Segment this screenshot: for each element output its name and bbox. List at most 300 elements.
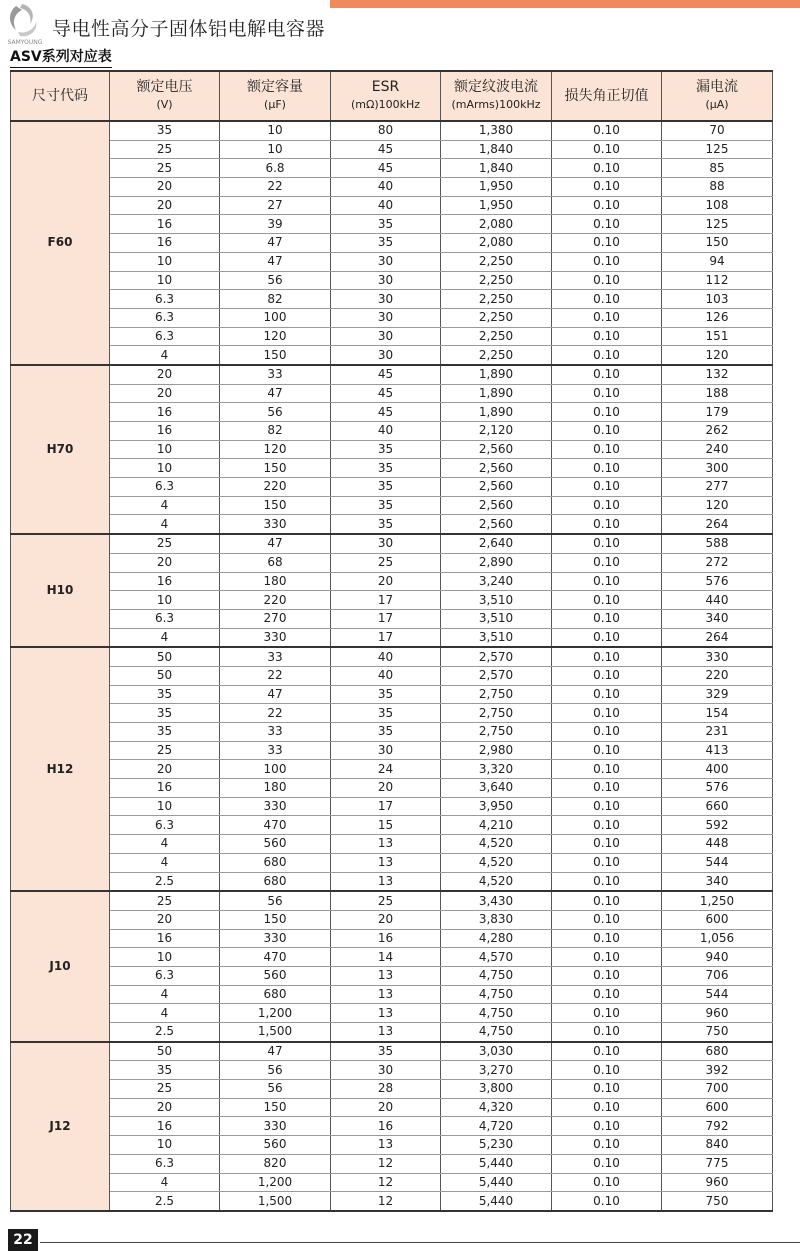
table-row [11, 422, 773, 441]
ripple-current-cell: 4,750 [441, 985, 552, 1004]
size-code-cell: H70 [11, 365, 110, 534]
table-row [11, 496, 773, 515]
rated-capacitance-cell: 120 [220, 440, 331, 459]
col-header-label: 漏电流 [696, 79, 738, 95]
esr-cell: 13 [331, 835, 441, 854]
dissipation-factor-cell: 0.10 [552, 159, 662, 178]
dissipation-factor-cell: 0.10 [552, 121, 662, 140]
rated-capacitance-cell: 150 [220, 910, 331, 929]
ripple-current-cell: 1,950 [441, 178, 552, 197]
rated-voltage-cell: 50 [110, 1042, 220, 1061]
ripple-current-cell: 2,250 [441, 252, 552, 271]
rated-capacitance-cell: 68 [220, 553, 331, 572]
ripple-current-cell: 2,250 [441, 290, 552, 309]
rated-voltage-cell: 20 [110, 178, 220, 197]
col-header-unit: (mΩ)100kHz [350, 98, 421, 111]
esr-cell: 40 [331, 178, 441, 197]
rated-voltage-cell: 6.3 [110, 609, 220, 628]
esr-cell: 13 [331, 985, 441, 1004]
rated-voltage-cell: 10 [110, 797, 220, 816]
size-code-cell: J12 [11, 1042, 110, 1211]
rated-capacitance-cell: 180 [220, 779, 331, 798]
rated-voltage-cell: 6.3 [110, 290, 220, 309]
esr-cell: 30 [331, 534, 441, 553]
col-header-rated-capacitance [220, 71, 331, 121]
table-row [11, 704, 773, 723]
table-row [11, 779, 773, 798]
ripple-current-cell: 4,210 [441, 816, 552, 835]
ripple-current-cell: 2,250 [441, 346, 552, 365]
table-row [11, 290, 773, 309]
leakage-current-cell: 151 [662, 327, 773, 346]
leakage-current-cell: 576 [662, 572, 773, 591]
rated-capacitance-cell: 1,500 [220, 1023, 331, 1042]
ripple-current-cell: 3,510 [441, 609, 552, 628]
table-row [11, 1042, 773, 1061]
leakage-current-cell: 750 [662, 1023, 773, 1042]
rated-voltage-cell: 20 [110, 1098, 220, 1117]
table-row [11, 346, 773, 365]
ripple-current-cell: 4,570 [441, 948, 552, 967]
esr-cell: 17 [331, 628, 441, 647]
leakage-current-cell: 600 [662, 910, 773, 929]
ripple-current-cell: 2,560 [441, 478, 552, 497]
table-row [11, 553, 773, 572]
table-row [11, 1117, 773, 1136]
table-row [11, 741, 773, 760]
ripple-current-cell: 3,800 [441, 1080, 552, 1099]
ripple-current-cell: 2,250 [441, 327, 552, 346]
rated-capacitance-cell: 10 [220, 140, 331, 159]
leakage-current-cell: 840 [662, 1136, 773, 1155]
dissipation-factor-cell: 0.10 [552, 966, 662, 985]
size-code-cell: F60 [11, 121, 110, 365]
ripple-current-cell: 2,560 [441, 459, 552, 478]
rated-voltage-cell: 50 [110, 666, 220, 685]
leakage-current-cell: 85 [662, 159, 773, 178]
dissipation-factor-cell: 0.10 [552, 1061, 662, 1080]
esr-cell: 45 [331, 384, 441, 403]
esr-cell: 35 [331, 496, 441, 515]
dissipation-factor-cell: 0.10 [552, 723, 662, 742]
table-row [11, 1154, 773, 1173]
dissipation-factor-cell: 0.10 [552, 459, 662, 478]
rated-voltage-cell: 35 [110, 121, 220, 140]
dissipation-factor-cell: 0.10 [552, 478, 662, 497]
footer-rule [40, 1242, 800, 1243]
esr-cell: 30 [331, 271, 441, 290]
esr-cell: 40 [331, 647, 441, 666]
rated-voltage-cell: 16 [110, 779, 220, 798]
series-label: ASV系列对应表 [10, 46, 112, 68]
rated-voltage-cell: 20 [110, 910, 220, 929]
dissipation-factor-cell: 0.10 [552, 835, 662, 854]
table-row [11, 666, 773, 685]
leakage-current-cell: 220 [662, 666, 773, 685]
rated-voltage-cell: 10 [110, 459, 220, 478]
rated-capacitance-cell: 33 [220, 741, 331, 760]
rated-capacitance-cell: 10 [220, 121, 331, 140]
rated-capacitance-cell: 33 [220, 647, 331, 666]
table-row [11, 1004, 773, 1023]
table-body [11, 121, 773, 1211]
leakage-current-cell: 94 [662, 252, 773, 271]
table-row [11, 159, 773, 178]
table-row [11, 872, 773, 891]
dissipation-factor-cell: 0.10 [552, 384, 662, 403]
ripple-current-cell: 3,270 [441, 1061, 552, 1080]
dissipation-factor-cell: 0.10 [552, 628, 662, 647]
table-row [11, 365, 773, 384]
col-header-unit: (mArms)100kHz [451, 98, 541, 111]
rated-capacitance-cell: 220 [220, 478, 331, 497]
ripple-current-cell: 2,980 [441, 741, 552, 760]
dissipation-factor-cell: 0.10 [552, 685, 662, 704]
rated-capacitance-cell: 330 [220, 1117, 331, 1136]
table-row [11, 459, 773, 478]
esr-cell: 13 [331, 853, 441, 872]
rated-voltage-cell: 20 [110, 760, 220, 779]
col-header-unit: (μF) [264, 98, 286, 111]
ripple-current-cell: 1,890 [441, 384, 552, 403]
rated-capacitance-cell: 1,200 [220, 1173, 331, 1192]
leakage-current-cell: 240 [662, 440, 773, 459]
ripple-current-cell: 3,030 [441, 1042, 552, 1061]
leakage-current-cell: 392 [662, 1061, 773, 1080]
leakage-current-cell: 544 [662, 853, 773, 872]
leakage-current-cell: 940 [662, 948, 773, 967]
table-row [11, 308, 773, 327]
rated-voltage-cell: 25 [110, 534, 220, 553]
size-code-cell: H12 [11, 647, 110, 891]
table-row [11, 891, 773, 910]
dissipation-factor-cell: 0.10 [552, 1080, 662, 1099]
table-row [11, 478, 773, 497]
col-header-esr [331, 71, 441, 121]
leakage-current-cell: 188 [662, 384, 773, 403]
table-row [11, 1173, 773, 1192]
ripple-current-cell: 5,230 [441, 1136, 552, 1155]
ripple-current-cell: 1,840 [441, 159, 552, 178]
leakage-current-cell: 179 [662, 403, 773, 422]
dissipation-factor-cell: 0.10 [552, 496, 662, 515]
dissipation-factor-cell: 0.10 [552, 308, 662, 327]
ripple-current-cell: 2,560 [441, 515, 552, 534]
ripple-current-cell: 5,440 [441, 1192, 552, 1211]
ripple-current-cell: 4,520 [441, 853, 552, 872]
col-header-label: 额定容量 [247, 79, 303, 95]
document-title: 导电性高分子固体铝电解电容器 [52, 18, 326, 40]
leakage-current-cell: 775 [662, 1154, 773, 1173]
rated-capacitance-cell: 56 [220, 1080, 331, 1099]
leakage-current-cell: 300 [662, 459, 773, 478]
ripple-current-cell: 5,440 [441, 1154, 552, 1173]
rated-capacitance-cell: 150 [220, 496, 331, 515]
asv-spec-table [10, 70, 773, 1212]
rated-voltage-cell: 35 [110, 723, 220, 742]
dissipation-factor-cell: 0.10 [552, 327, 662, 346]
rated-voltage-cell: 25 [110, 1080, 220, 1099]
top-accent-bar [330, 0, 800, 8]
col-header-size-code [11, 71, 110, 121]
col-header-ripple-current [441, 71, 552, 121]
esr-cell: 35 [331, 685, 441, 704]
ripple-current-cell: 4,520 [441, 835, 552, 854]
esr-cell: 20 [331, 572, 441, 591]
esr-cell: 24 [331, 760, 441, 779]
ripple-current-cell: 3,430 [441, 891, 552, 910]
esr-cell: 30 [331, 290, 441, 309]
ripple-current-cell: 2,250 [441, 308, 552, 327]
rated-voltage-cell: 10 [110, 1136, 220, 1155]
esr-cell: 28 [331, 1080, 441, 1099]
leakage-current-cell: 132 [662, 365, 773, 384]
esr-cell: 30 [331, 741, 441, 760]
ripple-current-cell: 2,640 [441, 534, 552, 553]
dissipation-factor-cell: 0.10 [552, 591, 662, 610]
leakage-current-cell: 329 [662, 685, 773, 704]
dissipation-factor-cell: 0.10 [552, 140, 662, 159]
rated-capacitance-cell: 56 [220, 403, 331, 422]
rated-capacitance-cell: 1,500 [220, 1192, 331, 1211]
dissipation-factor-cell: 0.10 [552, 1042, 662, 1061]
dissipation-factor-cell: 0.10 [552, 1173, 662, 1192]
rated-capacitance-cell: 820 [220, 1154, 331, 1173]
ripple-current-cell: 3,240 [441, 572, 552, 591]
col-header-label: 额定电压 [136, 79, 193, 95]
leakage-current-cell: 400 [662, 760, 773, 779]
samyoung-logo-icon [2, 2, 48, 46]
table-row [11, 628, 773, 647]
leakage-current-cell: 262 [662, 422, 773, 441]
rated-voltage-cell: 6.3 [110, 966, 220, 985]
rated-capacitance-cell: 47 [220, 384, 331, 403]
samyoung-logo [2, 2, 48, 46]
ripple-current-cell: 2,890 [441, 553, 552, 572]
esr-cell: 80 [331, 121, 441, 140]
esr-cell: 45 [331, 159, 441, 178]
col-header-label: 额定纹波电流 [454, 79, 538, 95]
rated-voltage-cell: 4 [110, 1004, 220, 1023]
rated-capacitance-cell: 6.8 [220, 159, 331, 178]
ripple-current-cell: 4,750 [441, 966, 552, 985]
rated-voltage-cell: 4 [110, 835, 220, 854]
rated-capacitance-cell: 27 [220, 196, 331, 215]
table-row [11, 835, 773, 854]
esr-cell: 30 [331, 1061, 441, 1080]
table-row [11, 384, 773, 403]
rated-capacitance-cell: 22 [220, 666, 331, 685]
rated-voltage-cell: 4 [110, 985, 220, 1004]
dissipation-factor-cell: 0.10 [552, 553, 662, 572]
ripple-current-cell: 4,520 [441, 872, 552, 891]
esr-cell: 35 [331, 1042, 441, 1061]
dissipation-factor-cell: 0.10 [552, 234, 662, 253]
leakage-current-cell: 440 [662, 591, 773, 610]
ripple-current-cell: 2,570 [441, 647, 552, 666]
ripple-current-cell: 1,890 [441, 403, 552, 422]
dissipation-factor-cell: 0.10 [552, 178, 662, 197]
rated-capacitance-cell: 220 [220, 591, 331, 610]
esr-cell: 13 [331, 966, 441, 985]
esr-cell: 35 [331, 723, 441, 742]
leakage-current-cell: 231 [662, 723, 773, 742]
leakage-current-cell: 592 [662, 816, 773, 835]
table-row [11, 534, 773, 553]
table-row [11, 1192, 773, 1211]
esr-cell: 40 [331, 422, 441, 441]
rated-capacitance-cell: 330 [220, 515, 331, 534]
esr-cell: 17 [331, 591, 441, 610]
rated-voltage-cell: 4 [110, 346, 220, 365]
table-row [11, 1061, 773, 1080]
table-row [11, 853, 773, 872]
rated-voltage-cell: 16 [110, 929, 220, 948]
rated-voltage-cell: 2.5 [110, 872, 220, 891]
rated-voltage-cell: 2.5 [110, 1192, 220, 1211]
rated-capacitance-cell: 470 [220, 948, 331, 967]
esr-cell: 35 [331, 478, 441, 497]
dissipation-factor-cell: 0.10 [552, 290, 662, 309]
rated-voltage-cell: 20 [110, 553, 220, 572]
table-row [11, 234, 773, 253]
table-row [11, 403, 773, 422]
col-header-dissipation-factor [552, 71, 662, 121]
esr-cell: 35 [331, 234, 441, 253]
leakage-current-cell: 576 [662, 779, 773, 798]
esr-cell: 35 [331, 440, 441, 459]
dissipation-factor-cell: 0.10 [552, 910, 662, 929]
rated-capacitance-cell: 560 [220, 835, 331, 854]
rated-voltage-cell: 6.3 [110, 308, 220, 327]
rated-voltage-cell: 16 [110, 403, 220, 422]
rated-voltage-cell: 4 [110, 1173, 220, 1192]
table-row [11, 140, 773, 159]
rated-capacitance-cell: 47 [220, 1042, 331, 1061]
rated-capacitance-cell: 47 [220, 252, 331, 271]
leakage-current-cell: 150 [662, 234, 773, 253]
table-row [11, 929, 773, 948]
rated-capacitance-cell: 150 [220, 1098, 331, 1117]
rated-voltage-cell: 10 [110, 591, 220, 610]
dissipation-factor-cell: 0.10 [552, 1098, 662, 1117]
rated-capacitance-cell: 270 [220, 609, 331, 628]
table-header-row [11, 71, 773, 121]
leakage-current-cell: 277 [662, 478, 773, 497]
rated-capacitance-cell: 56 [220, 1061, 331, 1080]
rated-voltage-cell: 25 [110, 140, 220, 159]
table-row [11, 515, 773, 534]
rated-voltage-cell: 4 [110, 515, 220, 534]
rated-voltage-cell: 20 [110, 365, 220, 384]
rated-capacitance-cell: 680 [220, 872, 331, 891]
esr-cell: 20 [331, 1098, 441, 1117]
dissipation-factor-cell: 0.10 [552, 704, 662, 723]
table-row [11, 609, 773, 628]
dissipation-factor-cell: 0.10 [552, 440, 662, 459]
dissipation-factor-cell: 0.10 [552, 515, 662, 534]
table-row [11, 797, 773, 816]
table-row [11, 647, 773, 666]
dissipation-factor-cell: 0.10 [552, 779, 662, 798]
leakage-current-cell: 960 [662, 1004, 773, 1023]
esr-cell: 17 [331, 797, 441, 816]
ripple-current-cell: 2,560 [441, 496, 552, 515]
leakage-current-cell: 706 [662, 966, 773, 985]
ripple-current-cell: 2,250 [441, 271, 552, 290]
rated-capacitance-cell: 680 [220, 853, 331, 872]
col-header-label: 尺寸代码 [32, 87, 88, 104]
dissipation-factor-cell: 0.10 [552, 1136, 662, 1155]
ripple-current-cell: 1,840 [441, 140, 552, 159]
table-row [11, 723, 773, 742]
rated-voltage-cell: 16 [110, 422, 220, 441]
dissipation-factor-cell: 0.10 [552, 985, 662, 1004]
table-row [11, 591, 773, 610]
esr-cell: 12 [331, 1192, 441, 1211]
table-row [11, 252, 773, 271]
dissipation-factor-cell: 0.10 [552, 872, 662, 891]
leakage-current-cell: 112 [662, 271, 773, 290]
rated-capacitance-cell: 560 [220, 1136, 331, 1155]
leakage-current-cell: 70 [662, 121, 773, 140]
esr-cell: 40 [331, 666, 441, 685]
ripple-current-cell: 2,750 [441, 704, 552, 723]
rated-capacitance-cell: 150 [220, 346, 331, 365]
rated-voltage-cell: 10 [110, 271, 220, 290]
rated-voltage-cell: 20 [110, 196, 220, 215]
dissipation-factor-cell: 0.10 [552, 1192, 662, 1211]
rated-voltage-cell: 16 [110, 234, 220, 253]
leakage-current-cell: 600 [662, 1098, 773, 1117]
leakage-current-cell: 120 [662, 496, 773, 515]
rated-capacitance-cell: 680 [220, 985, 331, 1004]
rated-capacitance-cell: 180 [220, 572, 331, 591]
esr-cell: 15 [331, 816, 441, 835]
esr-cell: 45 [331, 365, 441, 384]
esr-cell: 13 [331, 1004, 441, 1023]
table-row [11, 271, 773, 290]
dissipation-factor-cell: 0.10 [552, 572, 662, 591]
dissipation-factor-cell: 0.10 [552, 346, 662, 365]
leakage-current-cell: 120 [662, 346, 773, 365]
leakage-current-cell: 1,056 [662, 929, 773, 948]
leakage-current-cell: 103 [662, 290, 773, 309]
dissipation-factor-cell: 0.10 [552, 741, 662, 760]
esr-cell: 14 [331, 948, 441, 967]
size-code-cell: J10 [11, 891, 110, 1042]
esr-cell: 13 [331, 1023, 441, 1042]
dissipation-factor-cell: 0.10 [552, 797, 662, 816]
rated-capacitance-cell: 1,200 [220, 1004, 331, 1023]
rated-voltage-cell: 50 [110, 647, 220, 666]
col-header-leakage-current [662, 71, 773, 121]
size-code-cell: H10 [11, 534, 110, 647]
rated-voltage-cell: 20 [110, 384, 220, 403]
leakage-current-cell: 680 [662, 1042, 773, 1061]
rated-voltage-cell: 16 [110, 215, 220, 234]
leakage-current-cell: 264 [662, 628, 773, 647]
ripple-current-cell: 3,950 [441, 797, 552, 816]
ripple-current-cell: 3,830 [441, 910, 552, 929]
rated-voltage-cell: 10 [110, 252, 220, 271]
esr-cell: 35 [331, 215, 441, 234]
rated-voltage-cell: 10 [110, 948, 220, 967]
ripple-current-cell: 4,280 [441, 929, 552, 948]
ripple-current-cell: 4,720 [441, 1117, 552, 1136]
rated-capacitance-cell: 150 [220, 459, 331, 478]
ripple-current-cell: 2,750 [441, 723, 552, 742]
